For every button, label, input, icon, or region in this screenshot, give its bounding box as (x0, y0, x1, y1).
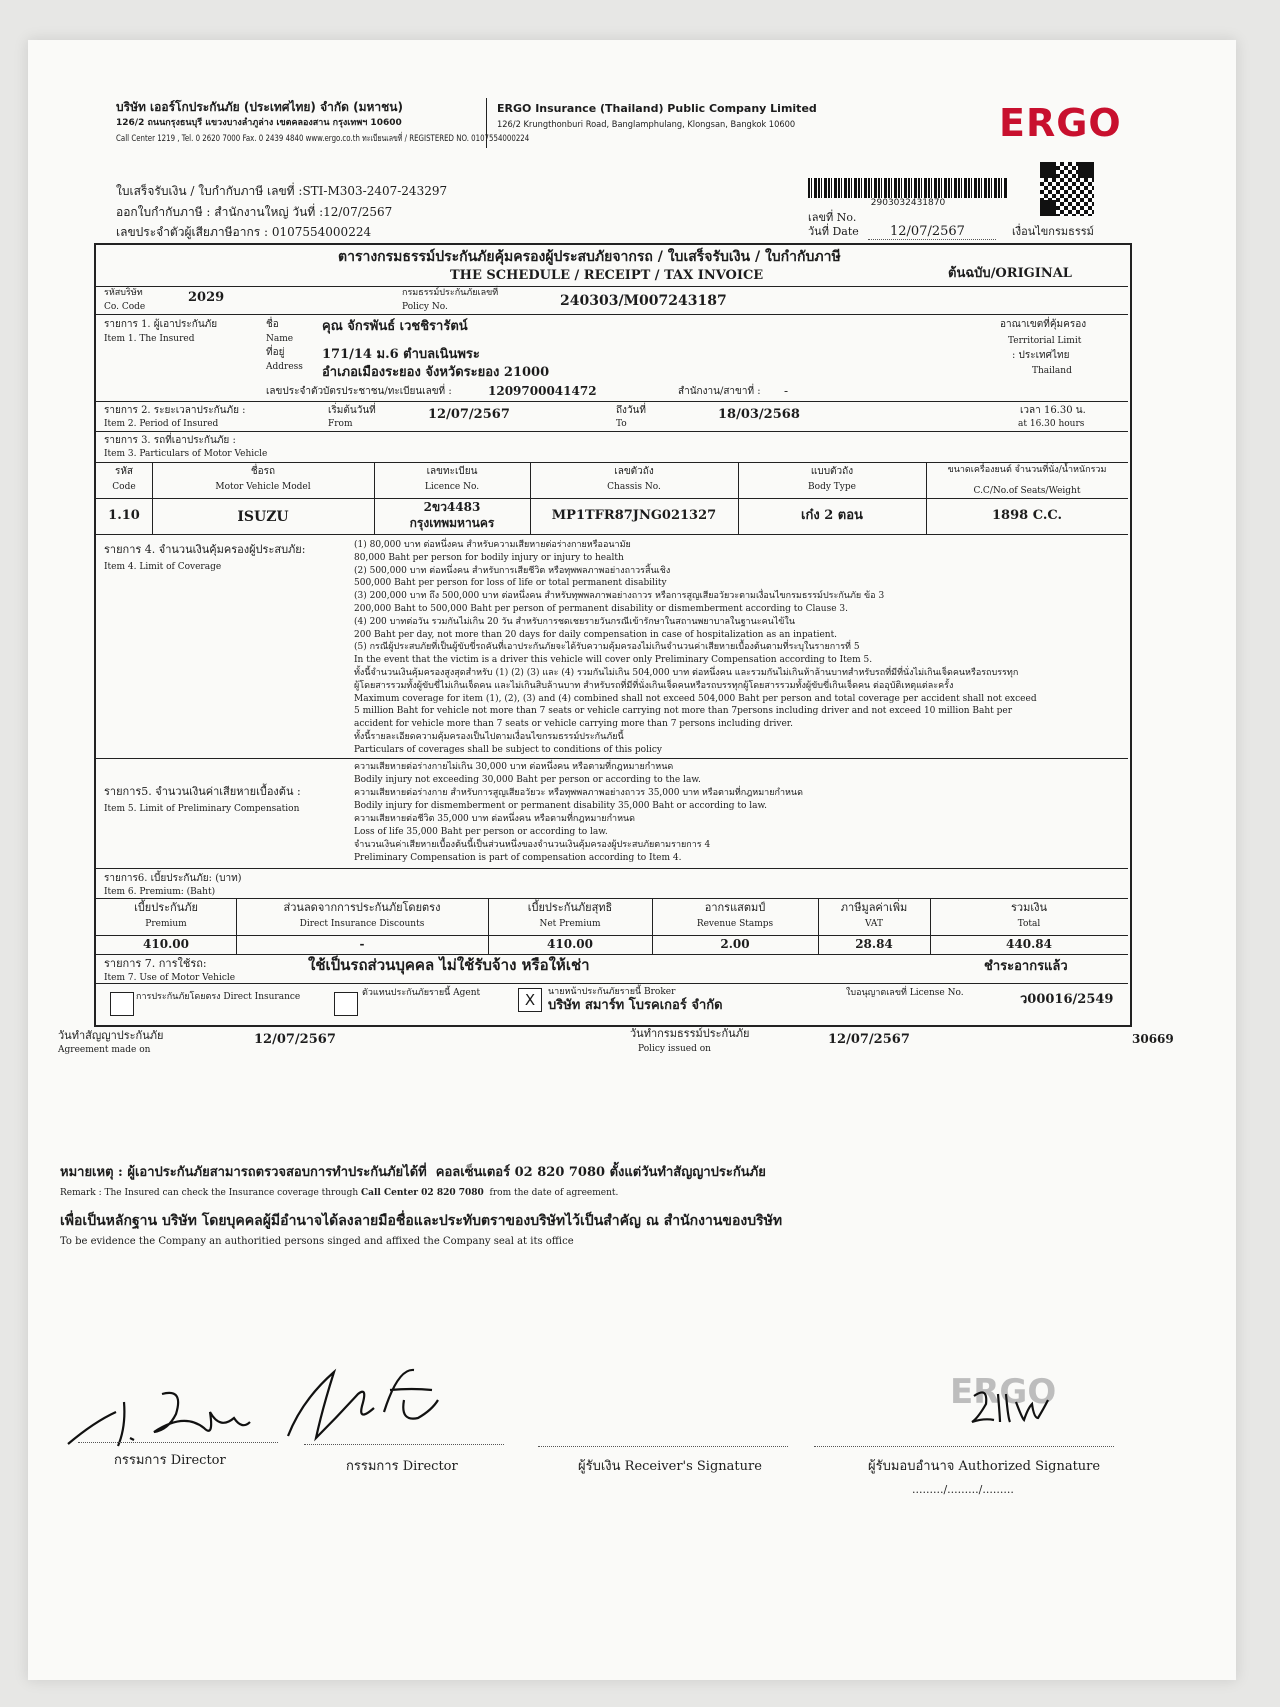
agent-checkbox[interactable] (334, 992, 358, 1016)
issued-at: ออกใบกำกับภาษี : สำนักงานใหญ่ วันที่ :12/07/2567 (116, 205, 393, 219)
preliminary-line: ความเสียหายต่อชีวิต 35,000 บาท ต่อหนึ่งคน หรือตามที่กฎหมายกำหนด (354, 814, 636, 824)
coverage-line: 200,000 Baht to 500,000 Baht per person of permanent disability or dismemberment according to Clause 3. (354, 604, 848, 614)
preliminary-line: Bodily injury for dismemberment or permanent disability 35,000 Baht or according to law. (354, 801, 767, 811)
preliminary-line: ความเสียหายต่อร่างกายไม่เกิน 30,000 บาท ต่อหนึ่งคน หรือตามที่กฎหมายกำหนด (354, 762, 674, 772)
to-label-en: To (616, 419, 627, 429)
name-label-en: Name (266, 334, 294, 344)
total-value: 440.84 (1006, 937, 1052, 951)
vehicle-model: ISUZU (237, 509, 289, 525)
header-date: 12/07/2567 (890, 224, 965, 239)
remark-th-suffix: ตั้งแต่วันทำสัญญาประกันภัย (609, 1165, 766, 1180)
remark-th-callcenter: คอลเซ็นเตอร์ 02 820 7080 (435, 1165, 606, 1180)
schedule-title-en: THE SCHEDULE / RECEIPT / TAX INVOICE (450, 268, 764, 283)
item7-label-en: Item 7. Use of Motor Vehicle (104, 973, 236, 983)
coverage-line: accident for vehicle more than 7 seats or vehicle carrying more than 7 persons including driver. (354, 719, 793, 730)
director2-label: กรรมการ Director (346, 1459, 458, 1474)
licence-line1: 2ขว4483 (423, 500, 481, 514)
preliminary-line: จำนวนเงินค่าเสียหายเบื้องต้นนี้เป็นส่วนหนึ่งของจำนวนเงินคุ้มครองผู้ประสบภัยตามรายการ 4 (354, 840, 711, 850)
authorized-signature-icon (964, 1378, 1054, 1438)
address-label-th: ที่อยู่ (266, 347, 285, 358)
direct-insurance-checkbox[interactable] (110, 992, 134, 1016)
territory-th: : ประเทศไทย (1012, 350, 1070, 361)
vehicle-usage: ใช้เป็นรถส่วนบุคคล ไม่ใช้รับจ้าง หรือให้เช่า (308, 956, 590, 974)
agent-label: ตัวแทนประกันภัยรายนี้ Agent (362, 988, 481, 998)
id-value: 1209700041472 (488, 384, 597, 398)
coverage-line: ทั้งนี้รายละเอียดความคุ้มครองเป็นไปตามเงื่อนไขกรมธรรม์ประกันภัยนี้ (354, 732, 624, 742)
vat-value: 28.84 (855, 937, 893, 951)
policy-label-th: กรมธรรม์ประกันภัยเลขที่ (402, 288, 499, 298)
issued-date: 12/07/2567 (828, 1032, 910, 1047)
coverage-line: (5) กรณีผู้ประสบภัยที่เป็นผู้ขับขี่รถคันที่เอาประกันภัยจะได้รับความคุ้มครองไม่เกินจำนวนค่าเสียหายเบื้องต้นตามที่ระบุในรายการที่ 5 (354, 642, 860, 653)
remark-en: Remark : The Insured can check the Insurance coverage through (60, 1188, 359, 1198)
vcol-licence-en: Licence No. (424, 482, 480, 492)
item3-label-en: Item 3. Particulars of Motor Vehicle (104, 449, 268, 459)
item2-label-en: Item 2. Period of Insured (104, 419, 219, 429)
period-from: 12/07/2567 (428, 407, 510, 422)
pcol-stamps-en: Revenue Stamps (696, 919, 774, 929)
pcol-net-th: เบี้ยประกันภัยสุทธิ (527, 901, 613, 914)
receiver-label: ผู้รับเงิน Receiver's Signature (578, 1459, 762, 1474)
item7-label-th: รายการ 7. การใช้รถ: (104, 957, 207, 970)
director2-signature-icon (282, 1360, 472, 1450)
pcol-net-en: Net Premium (539, 919, 601, 929)
no-label-en: No. (836, 211, 857, 224)
ergo-logo: ERGO (999, 101, 1122, 145)
vcol-code-th: รหัส (114, 466, 134, 477)
coverage-line: ทั้งนี้จำนวนเงินคุ้มครองสูงสุดสำหรับ (1) (2) (3) และ (4) รวมกันไม่เกิน 504,000 บาท ต่อหนึ่งคน และรวมกันไม่เกินห้าล้านบาทสำหรับรถที่มีที่นั่งไม่เกินเจ็ดคนหรือรถบรรทุก (354, 668, 1019, 678)
preliminary-line: ความเสียหายต่อร่างกาย สำหรับการสูญเสียอวัยวะ หรือทุพพลภาพอย่างถาวร 35,000 บาท หรือตามที่กฎหมายกำหนด (354, 788, 803, 798)
coverage-line: 500,000 Baht per person for loss of life or total permanent disability (354, 578, 667, 589)
body-type: เก๋ง 2 ตอน (801, 508, 863, 523)
vcol-chassis-th: เลขตัวถัง (614, 466, 654, 477)
authorized-label: ผู้รับมอบอำนาจ Authorized Signature (868, 1459, 1101, 1474)
insured-name: คุณ จักรพันธ์ เวชชิรารัตน์ (322, 319, 468, 334)
coverage-line: (4) 200 บาทต่อวัน รวมกันไม่เกิน 20 วัน สำหรับการชดเชยรายวันกรณีเข้ารักษาในสถานพยาบาลในฐานะคนไข้ใน (354, 616, 795, 627)
agreement-label-en: Agreement made on (58, 1045, 151, 1055)
from-label-th: เริ่มต้นวันที่ (328, 405, 376, 416)
license-label: ใบอนุญาตเลขที่ License No. (846, 988, 964, 998)
preliminary-line: Bodily injury not exceeding 30,000 Baht per person or according to the law. (354, 775, 701, 785)
stamps-value: 2.00 (720, 937, 750, 951)
agreement-label-th: วันทำสัญญาประกันภัย (58, 1029, 164, 1042)
pcol-premium-en: Premium (145, 919, 187, 929)
pcol-discount-en: Direct Insurance Discounts (299, 919, 425, 929)
pcol-discount-th: ส่วนลดจากการประกันภัยโดยตรง (283, 901, 441, 914)
authorized-date-blank: ........./........./......... (912, 1483, 1014, 1496)
engine-cc: 1898 C.C. (992, 508, 1062, 523)
broker-label: นายหน้าประกันภัยรายนี้ Broker (548, 987, 676, 997)
vcol-chassis-en: Chassis No. (607, 482, 661, 492)
pcol-vat-en: VAT (865, 919, 883, 929)
pcol-stamps-th: อากรแสตมป์ (704, 901, 766, 914)
coverage-line: Maximum coverage for item (1), (2), (3) and (4) combined shall not exceed 504,000 Baht per person and total coverage per accident shall not exceed (354, 693, 1037, 704)
coverage-line: 200 Baht per day, not more than 20 days for daily compensation in case of hospitalization as an inpatient. (354, 629, 838, 640)
date-label-th: วันที่ (808, 225, 829, 238)
broker-checkbox[interactable]: X (518, 988, 542, 1012)
pcol-total-en: Total (1017, 919, 1041, 929)
qr-code-icon (1040, 162, 1094, 216)
company-name-th: บริษัท เออร์โกประกันภัย (ประเทศไทย) จำกัด (มหาชน) (116, 100, 403, 114)
direct-insurance-label: การประกันภัยโดยตรง Direct Insurance (136, 992, 301, 1002)
company-name-en: ERGO Insurance (Thailand) Public Company Limited (497, 102, 817, 115)
vcol-code-en: Code (112, 482, 136, 492)
company-seal-icon: ERGO (950, 1372, 1057, 1412)
territory-en: Thailand (1032, 366, 1072, 376)
coverage-line: In the event that the victim is a driver this vehicle will cover only Preliminary Compensation according to Item 5. (354, 655, 873, 666)
item5-label-th: รายการ5. จำนวนเงินค่าเสียหายเบื้องต้น : (104, 785, 301, 798)
coverage-line: Particulars of coverages shall be subject to conditions of this policy (354, 744, 662, 755)
address-line1: 171/14 ม.6 ตำบลเนินพระ (322, 347, 480, 362)
issued-label-en: Policy issued on (638, 1044, 711, 1054)
no-label-th: เลขที่ (808, 211, 834, 224)
licence-line2: กรุงเทพมหานคร (409, 516, 495, 530)
coverage-line: ผู้โดยสารรวมทั้งผู้ขับขี่ไม่เกินเจ็ดคน และไม่เกินสิบล้านบาท สำหรับรถที่มีที่นั่งเกินเจ็ดคนหรือรถบรรทุกผู้โดยสารรวมทั้งผู้ขับขี่เกินเจ็ดคน ต่ออุบัติเหตุแต่ละครั้ง (354, 680, 954, 691)
chassis-number: MP1TFR87JNG021327 (551, 508, 717, 523)
contact-line: Call Center 1219 , Tel. 0 2620 7000 Fax. 0 2439 4840 www.ergo.co.th ทะเบียนเลขที่ / REGISTERED NO. 0107554000224 (116, 134, 530, 144)
coverage-line: (2) 500,000 บาท ต่อหนึ่งคน สำหรับการเสียชีวิต หรือทุพพลภาพอย่างถาวรสิ้นเชิง (354, 565, 671, 576)
time-en: at 16.30 hours (1018, 419, 1085, 429)
co-code: 2029 (188, 290, 225, 305)
pcol-premium-th: เบี้ยประกันภัย (134, 901, 198, 914)
preliminary-line: Preliminary Compensation is part of compensation according to Item 4. (354, 853, 682, 863)
period-to: 18/03/2568 (718, 407, 800, 422)
policy-label-en: Policy No. (402, 302, 448, 312)
vehicle-code: 1.10 (108, 508, 140, 523)
coverage-line: (3) 200,000 บาท ถึง 500,000 บาท ต่อหนึ่งคน สำหรับทุพพลภาพอย่างถาวร หรือการสูญเสียอวัยวะตามเงื่อนไขกรมธรรม์ประกันภัย ข้อ 3 (354, 591, 885, 602)
date-label-en: Date (832, 225, 859, 238)
id-label: เลขประจำตัวบัตรประชาชน/ทะเบียนเลขที่ : (266, 386, 452, 397)
name-label-th: ชื่อ (266, 319, 279, 330)
premium-value: 410.00 (143, 937, 189, 951)
vcol-cc-th: ขนาดเครื่องยนต์ จำนวนที่นั่ง/น้ำหนักรวม (947, 465, 1107, 475)
branch-label: สำนักงาน/สาขาที่ : (678, 386, 761, 397)
preliminary-line: Loss of life 35,000 Baht per person or according to law. (354, 827, 608, 837)
co-code-label-th: รหัสบริษัท (104, 288, 143, 298)
item6-label-en: Item 6. Premium: (Baht) (104, 887, 216, 897)
reference-number: 30669 (1132, 1032, 1174, 1046)
discount-value: - (359, 937, 365, 951)
item5-label-en: Item 5. Limit of Preliminary Compensation (104, 804, 300, 814)
agreement-date: 12/07/2567 (254, 1032, 336, 1047)
pcol-total-th: รวมเงิน (1011, 901, 1047, 914)
item6-label-th: รายการ6. เบี้ยประกันภัย: (บาท) (104, 873, 242, 884)
co-code-label-en: Co. Code (104, 302, 146, 312)
vcol-body-en: Body Type (808, 482, 856, 492)
branch-value: - (784, 384, 789, 398)
from-label-en: From (328, 419, 353, 429)
item1-label-en: Item 1. The Insured (104, 334, 195, 344)
barcode-icon (808, 178, 1008, 198)
company-address-th: 126/2 ถนนกรุงธนบุรี แขวงบางลำภูล่าง เขตคลองสาน กรุงเทพฯ 10600 (116, 118, 402, 128)
conditions-note: เงื่อนไขกรมธรรม์ (1012, 225, 1094, 238)
company-address-en: 126/2 Krungthonburi Road, Banglamphulang, Klongsan, Bangkok 10600 (497, 120, 796, 130)
director1-signature-icon (64, 1372, 254, 1452)
item3-label-th: รายการ 3. รถที่เอาประกันภัย : (104, 435, 236, 446)
license-number: ว00016/2549 (1020, 992, 1114, 1007)
item2-label-th: รายการ 2. ระยะเวลาประกันภัย : (104, 405, 246, 416)
director1-label: กรรมการ Director (114, 1453, 226, 1468)
territory-label-en: Territorial Limit (1008, 336, 1082, 346)
remark-th: หมายเหตุ : ผู้เอาประกันภัยสามารถตรวจสอบการทำประกันภัยได้ที่ (60, 1165, 427, 1180)
barcode-number: 2903032431870 (870, 198, 946, 208)
vcol-body-th: แบบตัวถัง (810, 466, 854, 477)
issued-label-th: วันทำกรมธรรม์ประกันภัย (630, 1027, 750, 1040)
vcol-model-en: Motor Vehicle Model (215, 482, 311, 492)
receipt-number: ใบเสร็จรับเงิน / ใบกำกับภาษี เลขที่ :STI-M303-2407-243297 (116, 184, 448, 198)
territory-label-th: อาณาเขตที่คุ้มครอง (1000, 319, 1087, 330)
evidence-th: เพื่อเป็นหลักฐาน บริษัท โดยบุคคลผู้มีอำนาจได้ลงลายมือชื่อและประทับตราของบริษัทไว้เป็นสำคัญ ณ สำนักงานของบริษัท (60, 1213, 783, 1229)
vcol-model-th: ชื่อรถ (250, 466, 276, 477)
schedule-title-th: ตารางกรมธรรม์ประกันภัยคุ้มครองผู้ประสบภัยจากรถ / ใบเสร็จรับเงิน / ใบกำกับภาษี (338, 249, 841, 265)
address-label-en: Address (266, 362, 303, 372)
item4-label-th: รายการ 4. จำนวนเงินคุ้มครองผู้ประสบภัย: (104, 543, 306, 556)
net-premium-value: 410.00 (547, 937, 593, 951)
vcol-licence-th: เลขทะเบียน (426, 466, 478, 477)
coverage-line: (1) 80,000 บาท ต่อหนึ่งคน สำหรับความเสียหายต่อร่างกายหรืออนามัย (354, 540, 631, 550)
stamp-duty-paid: ชำระอากรแล้ว (984, 959, 1068, 974)
vcol-cc-en: C.C/No.of Seats/Weight (973, 486, 1081, 496)
pcol-vat-th: ภาษีมูลค่าเพิ่ม (840, 901, 908, 914)
policy-number: 240303/M007243187 (560, 293, 727, 309)
broker-name: บริษัท สมาร์ท โบรคเกอร์ จำกัด (548, 998, 723, 1013)
coverage-line: 5 million Baht for vehicle not more than 7 seats or vehicle carrying not more than 7persons including driver and not exceed 10 million Baht per (354, 706, 1013, 717)
item1-label-th: รายการ 1. ผู้เอาประกันภัย (104, 319, 218, 330)
time-th: เวลา 16.30 น. (1020, 405, 1086, 416)
document-page (28, 40, 1236, 1680)
address-line2: อำเภอเมืองระยอง จังหวัดระยอง 21000 (322, 365, 550, 380)
tax-id: เลขประจำตัวผู้เสียภาษีอากร : 0107554000224 (116, 225, 372, 239)
evidence-en: To be evidence the Company an authoritied persons singed and affixed the Company seal at its office (60, 1236, 574, 1247)
original-label: ต้นฉบับ/ORIGINAL (948, 266, 1072, 281)
to-label-th: ถึงวันที่ (616, 405, 646, 416)
remark-en-callcenter: Call Center 02 820 7080 (361, 1188, 484, 1198)
item4-label-en: Item 4. Limit of Coverage (104, 562, 222, 572)
coverage-line: 80,000 Baht per person for bodily injury or injury to health (354, 552, 624, 563)
remark-en-suffix: from the date of agreement. (489, 1188, 619, 1198)
